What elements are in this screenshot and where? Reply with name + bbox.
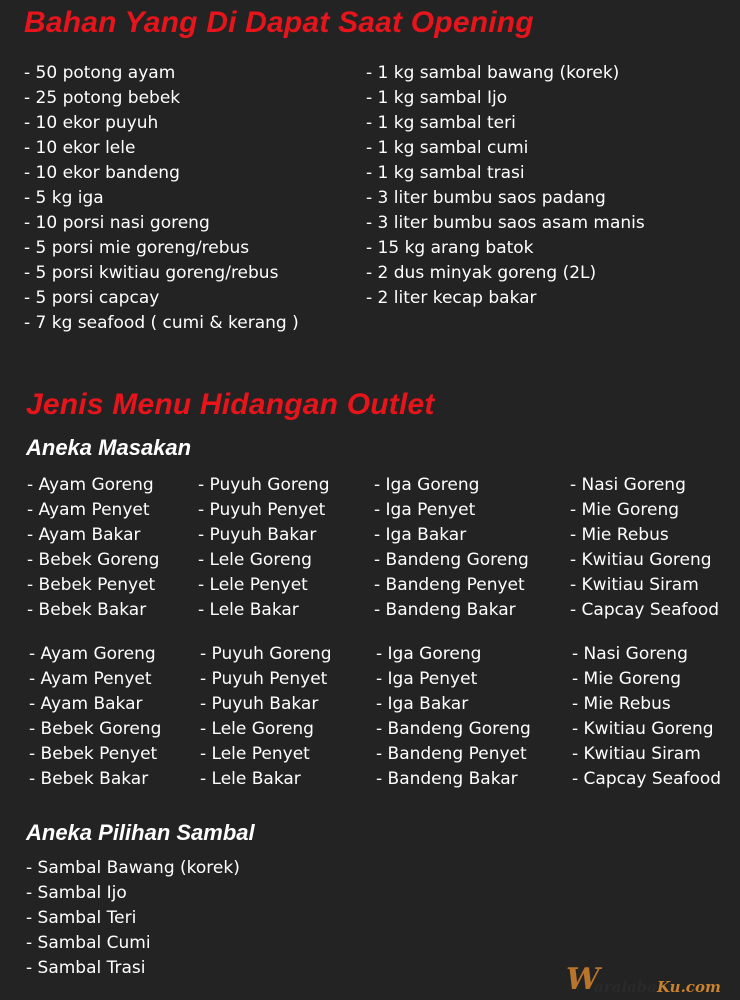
list-item: - 1 kg sambal Ijo xyxy=(366,88,508,108)
list-item: - 5 porsi kwitiau goreng/rebus xyxy=(24,263,279,283)
list-item: - 50 potong ayam xyxy=(24,63,176,83)
menu-item: - Bandeng Goreng xyxy=(376,719,531,739)
list-item: - Sambal Ijo xyxy=(26,883,127,903)
menu-column xyxy=(200,642,332,792)
menu-item: - Bandeng Bakar xyxy=(376,769,518,789)
menu-item: - Iga Goreng xyxy=(376,644,482,664)
menu-column xyxy=(29,642,161,792)
menu-column xyxy=(376,642,531,792)
menu-column xyxy=(570,473,719,623)
menu-item: - Mie Rebus xyxy=(572,694,671,714)
logo-initial: W xyxy=(566,962,600,997)
list-item: - 10 ekor bandeng xyxy=(24,163,180,183)
menu-item: - Puyuh Goreng xyxy=(200,644,332,664)
list-item: - Sambal Trasi xyxy=(26,958,146,978)
list-item: - Sambal Teri xyxy=(26,908,137,928)
menu-item: - Lele Penyet xyxy=(200,744,310,764)
list-item: - 10 ekor puyuh xyxy=(24,113,159,133)
menu-item: - Bandeng Penyet xyxy=(374,575,525,595)
menu-item: - Puyuh Goreng xyxy=(198,475,330,495)
list-item: - 1 kg sambal trasi xyxy=(366,163,525,183)
menu-title: Jenis Menu Hidangan Outlet xyxy=(26,388,435,421)
menu-item: - Puyuh Penyet xyxy=(198,500,326,520)
list-item: - 10 ekor lele xyxy=(24,138,136,158)
list-item: - 15 kg arang batok xyxy=(366,238,534,258)
menu-item: - Bebek Bakar xyxy=(29,769,149,789)
menu-item: - Nasi Goreng xyxy=(572,644,688,664)
menu-item: - Ayam Penyet xyxy=(27,500,150,520)
menu-item: - Puyuh Penyet xyxy=(200,669,328,689)
list-item: - 1 kg sambal teri xyxy=(366,113,516,133)
menu-column xyxy=(572,642,721,792)
menu-item: - Ayam Penyet xyxy=(29,669,152,689)
menu-item: - Bebek Penyet xyxy=(27,575,156,595)
menu-item: - Bebek Bakar xyxy=(27,600,147,620)
menu-item: - Capcay Seafood xyxy=(572,769,722,789)
menu-item: - Bebek Goreng xyxy=(27,550,160,570)
menu-item: - Kwitiau Goreng xyxy=(570,550,712,570)
menu-item: - Iga Penyet xyxy=(376,669,478,689)
list-item: - 7 kg seafood ( cumi & kerang ) xyxy=(24,313,299,333)
menu-item: - Mie Goreng xyxy=(570,500,680,520)
menu-item: - Puyuh Bakar xyxy=(198,525,317,545)
list-item: - 5 porsi mie goreng/rebus xyxy=(24,238,250,258)
menu-item: - Kwitiau Goreng xyxy=(572,719,714,739)
menu-column xyxy=(374,473,529,623)
list-item: - 10 porsi nasi goreng xyxy=(24,213,210,233)
list-item: - 5 kg iga xyxy=(24,188,104,208)
sambal-subtitle: Aneka Pilihan Sambal xyxy=(26,820,255,845)
menu-item: - Iga Bakar xyxy=(376,694,469,714)
list-item: - 3 liter bumbu saos padang xyxy=(366,188,606,208)
menu-item: - Lele Penyet xyxy=(198,575,308,595)
menu-item: - Bandeng Penyet xyxy=(376,744,527,764)
opening-title: Bahan Yang Di Dapat Saat Opening xyxy=(24,6,534,39)
menu-item: - Nasi Goreng xyxy=(570,475,686,495)
list-item: - 25 potong bebek xyxy=(24,88,181,108)
menu-item: - Lele Goreng xyxy=(198,550,312,570)
list-item: - 2 dus minyak goreng (2L) xyxy=(366,263,597,283)
opening-list-right xyxy=(366,61,645,311)
opening-list-left xyxy=(24,61,299,336)
menu-item: - Bebek Penyet xyxy=(29,744,158,764)
menu-item: - Bandeng Bakar xyxy=(374,600,516,620)
menu-item: - Ayam Goreng xyxy=(27,475,154,495)
menu-item: - Kwitiau Siram xyxy=(570,575,699,595)
logo-text-main: aralaba xyxy=(594,978,657,996)
menu-item: - Capcay Seafood xyxy=(570,600,720,620)
sambal-list xyxy=(26,856,240,981)
menu-item: - Mie Goreng xyxy=(572,669,682,689)
menu-item: - Iga Penyet xyxy=(374,500,476,520)
list-item: - 1 kg sambal cumi xyxy=(366,138,529,158)
logo-text-suffix: Ku.com xyxy=(656,978,721,996)
masakan-subtitle: Aneka Masakan xyxy=(26,435,192,460)
list-item: - Sambal Cumi xyxy=(26,933,151,953)
menu-item: - Ayam Bakar xyxy=(27,525,141,545)
menu-item: - Iga Bakar xyxy=(374,525,467,545)
menu-item: - Lele Bakar xyxy=(198,600,299,620)
menu-item: - Ayam Goreng xyxy=(29,644,156,664)
menu-item: - Iga Goreng xyxy=(374,475,480,495)
menu-item: - Bandeng Goreng xyxy=(374,550,529,570)
list-item: - 2 liter kecap bakar xyxy=(366,288,537,308)
menu-item: - Ayam Bakar xyxy=(29,694,143,714)
menu-item: - Puyuh Bakar xyxy=(200,694,319,714)
list-item: - 3 liter bumbu saos asam manis xyxy=(366,213,645,233)
menu-column xyxy=(198,473,330,623)
list-item: - Sambal Bawang (korek) xyxy=(26,858,240,878)
menu-column xyxy=(27,473,159,623)
menu-item: - Lele Bakar xyxy=(200,769,301,789)
menu-item: - Mie Rebus xyxy=(570,525,669,545)
menu-item: - Lele Goreng xyxy=(200,719,314,739)
logo-text xyxy=(594,978,721,996)
menu-item: - Bebek Goreng xyxy=(29,719,162,739)
list-item: - 1 kg sambal bawang (korek) xyxy=(366,63,620,83)
waralabaku-logo xyxy=(566,962,738,998)
list-item: - 5 porsi capcay xyxy=(24,288,160,308)
menu-item: - Kwitiau Siram xyxy=(572,744,701,764)
